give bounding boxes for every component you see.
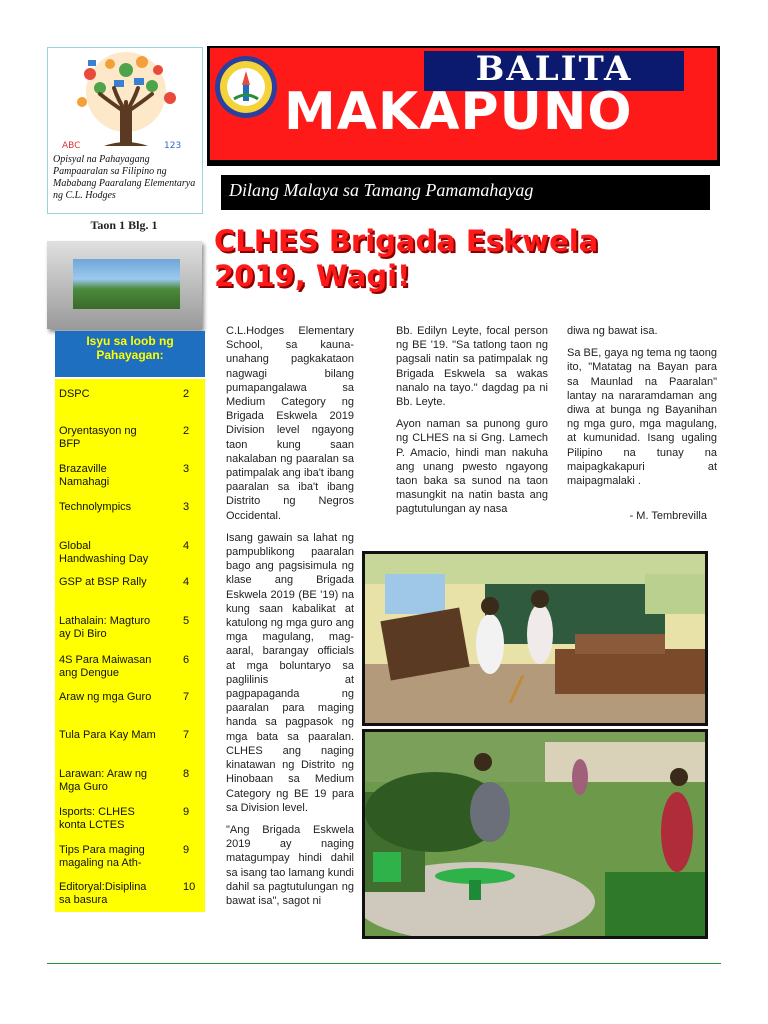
article-paragraph: Bb. Edilyn Leyte, focal person ng BE '19. "Sa tatlong taon ng pagsali natin sa patimpalak ng Brigada Eskwela sa wakas nanalo na tayo." dagdag pa ni Bb. Leyte. bbox=[396, 325, 548, 409]
toc-item-title: Araw ng mga Guro bbox=[59, 691, 152, 703]
toc-item-title: Tula Para Kay Mam bbox=[59, 729, 156, 741]
school-sign-photo bbox=[47, 241, 202, 329]
toc-item-page: 10 bbox=[183, 881, 196, 893]
school-sign-image bbox=[73, 259, 180, 309]
school-seal-icon bbox=[214, 55, 278, 119]
toc-item-title: GSP at BSP Rally bbox=[59, 576, 147, 588]
toc-item-page: 8 bbox=[183, 768, 190, 780]
classroom-photo bbox=[362, 551, 708, 726]
article-paragraph: diwa ng bawat isa. bbox=[567, 325, 658, 337]
toc-item-page: 3 bbox=[183, 463, 190, 475]
toc-item-title: Lathalain: Magturo ay Di Biro bbox=[59, 615, 151, 640]
toc-item-page: 7 bbox=[183, 691, 190, 703]
publication-description: Opisyal na Pahayagang Pampaaralan sa Filipino ng Mababang Paaralang Elementarya ng C.L. Hodges bbox=[53, 154, 196, 201]
tagline: Dilang Malaya sa Tamang Pamamahayag bbox=[229, 180, 534, 200]
masthead-title-top: BALITA bbox=[475, 49, 633, 89]
issue-number: Taon 1 Blg. 1 bbox=[90, 218, 158, 232]
toc-header: Isyu sa loob ng Pahayagan: bbox=[55, 331, 205, 381]
article-paragraph: Isang gawain sa lahat ng pampublikong paaralan bago ang pagsisimula ng klase ang Brigada Eskwela 2019 (BE '19) na kung saan kabalikat at katulong ng mga guro ang mga magulang, mag-aaral, barangay officials at mga boluntaryo sa paglilinis at pagpapaganda ng paaralan para maging handa sa pagpasok ng mga bata sa paaralan. CLHES ang naging kinatawan ng Distrito ng Hinobaan sa Medium Category ng BE 19 para sa Division level. bbox=[226, 531, 354, 814]
article-paragraph: Ayon naman sa punong guro ng CLHES na si Gng. Lamech P. Amacio, hindi man nakuha ang unang pwesto ngayong taon baka sa sunod na taon masungkit na natin basta ang pagtutulungan ay nasa bbox=[396, 418, 548, 516]
toc-item-page: 2 bbox=[183, 425, 190, 437]
masthead-title: MAKAPUNO bbox=[284, 82, 633, 142]
toc-item-page: 4 bbox=[183, 540, 190, 552]
article-paragraph: "Ang Brigada Eskwela 2019 ay naging matagumpay hindi dahil sa isang tao lamang kundi dahil sa pagtutulungan ng bawat isa", sagot ni bbox=[226, 823, 354, 907]
toc-item-title: 4S Para Maiwasan ang Dengue bbox=[59, 654, 152, 679]
toc-item-title: Isports: CLHES konta LCTES bbox=[59, 806, 135, 831]
svg-text:123: 123 bbox=[164, 141, 182, 150]
toc-item-title: Tips Para maging magaling na Ath- bbox=[59, 844, 145, 869]
article-headline: CLHES Brigada Eskwela 2019, Wagi! bbox=[214, 224, 599, 293]
toc-item-page: 7 bbox=[183, 729, 190, 741]
toc-item-page: 5 bbox=[183, 615, 190, 627]
toc-item-page: 9 bbox=[183, 806, 190, 818]
article-column-1 bbox=[226, 324, 354, 916]
article-paragraph: Sa BE, gaya ng tema ng taong ito, "Matatag na Bayan para sa Maunlad na Paaralan" lantay na nararamdaman ang diwa at bunga ng Bayanihan ng mga guro, mga magulang, at kumunidad. Isang ugaling Pilipino na tunay na maipagkakapuri at maipagmalaki . bbox=[567, 347, 717, 488]
toc-item-title: Oryentasyon ng BFP bbox=[59, 425, 137, 450]
toc-item-page: 2 bbox=[183, 388, 190, 400]
book-tree-illustration bbox=[60, 52, 192, 150]
garden-photo bbox=[362, 729, 708, 939]
toc-item-title: Larawan: Araw ng Mga Guro bbox=[59, 768, 148, 793]
toc-item-page: 9 bbox=[183, 844, 190, 856]
svg-text:ABC: ABC bbox=[62, 141, 81, 150]
article-author: - M. Tembrevilla bbox=[629, 510, 707, 522]
toc-item-title: Global Handwashing Day bbox=[59, 540, 149, 565]
toc-item-title: Editoryal:Disiplina sa basura bbox=[59, 881, 147, 906]
toc-item-title: DSPC bbox=[59, 388, 90, 400]
toc-item-page: 4 bbox=[183, 576, 190, 588]
table-of-contents bbox=[55, 377, 205, 912]
toc-item-page: 6 bbox=[183, 654, 190, 666]
toc-item-title: Technolympics bbox=[59, 501, 132, 513]
footer-rule bbox=[47, 963, 721, 964]
toc-item-title: Brazaville Namahagi bbox=[59, 463, 110, 488]
toc-item-page: 3 bbox=[183, 501, 190, 513]
article-paragraph: C.L.Hodges Elementary School, sa kauna-unahang pagkakataon nagwagi bilang pumapangalawa sa Medium Category ng Brigada Eskwela 2019 Division level ngayong taon kung saan nakalaban ng paaralan sa patimpalak ang iba't ibang paaralan sa iba't ibang Distrito ng Negros Occidental. bbox=[226, 325, 354, 522]
article-column-2 bbox=[396, 324, 548, 525]
article-column-3 bbox=[567, 324, 717, 496]
